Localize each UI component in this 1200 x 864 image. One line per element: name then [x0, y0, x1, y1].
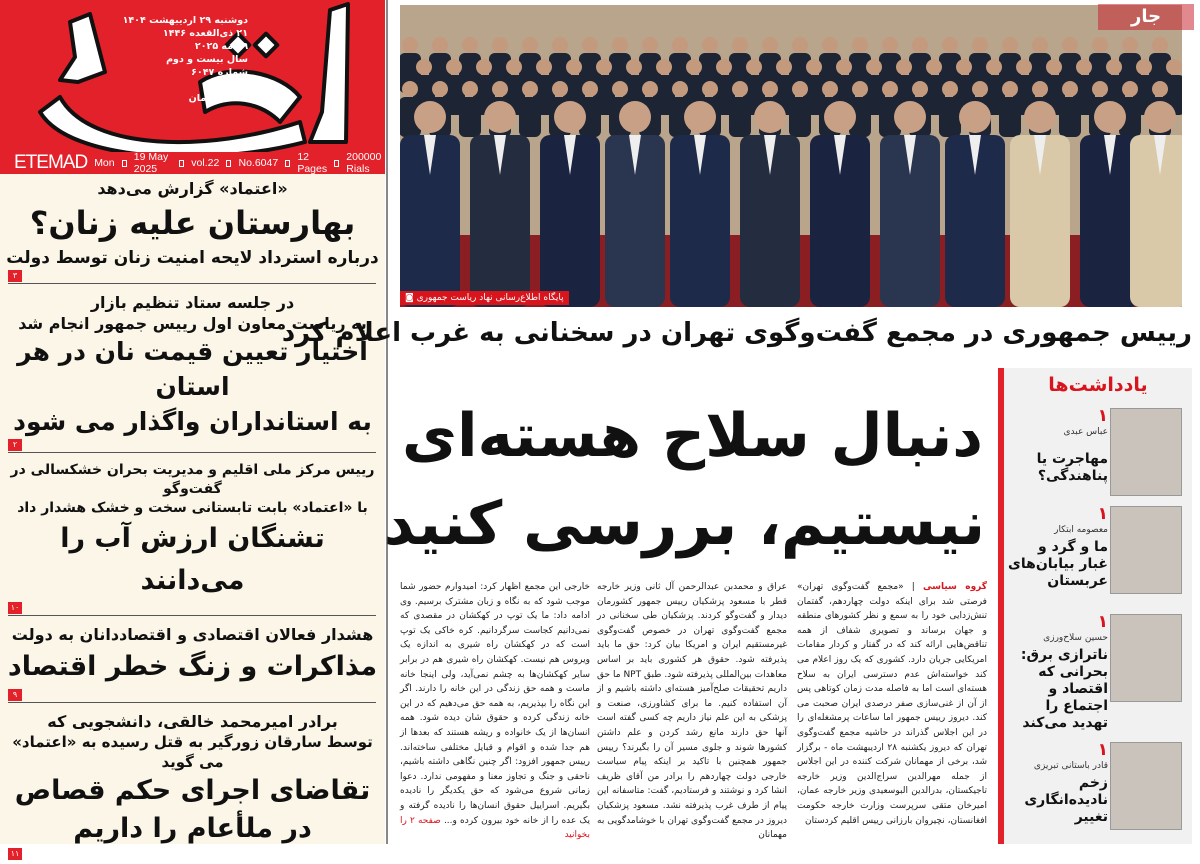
issue-number: شماره ۶۰۴۷	[191, 67, 248, 78]
audience-figure	[1059, 97, 1081, 137]
bar-day: Mon	[94, 157, 115, 169]
note-item[interactable]	[1004, 614, 1192, 732]
audience-head	[1002, 81, 1018, 97]
audience-head	[866, 59, 882, 75]
story-separator	[0, 602, 385, 618]
main-headline[interactable]	[383, 392, 985, 568]
audience-figure	[729, 97, 751, 137]
date-hijri: ۲۱ ذی‌القعده ۱۴۴۶	[162, 28, 248, 39]
story-kicker: برادر امیرمحمد خالقی، دانشجویی که	[47, 712, 338, 731]
story-kicker: «اعتماد» گزارش می‌دهد	[97, 179, 288, 198]
article-text: خارجی این مجمع اظهار کرد: امیدوارم حضور شما موجب شود که به نگاه و زبان مشترک برسیم. وی ادامه داد: ما یک توپ در کهکشان در مقصدی که نمی‌دانیم کجاست سرگردانیم. کره خاکی یک توپ است که در کهکشان راه شیری به اندازه یک ویروس هم نیست. کهکشان راه شیری هم در برابر سایر کهکشان‌ها به چشم نمی‌آید، ولی اینجا خانه ماست و همه حق زندگی در این خانه را دارند. اگر این نگاه را بپذیریم، به همه حق می‌دهیم که در این خانه زندگی کرده و حقوق شان دیده شود. همه انسان‌ها از یک خانواده و ریشه هستند که بعدها از هم جدا شده و اقوام و قبایل مختلفی ساخته‌اند. رییس جمهور افزود: اگر چنین نگاهی داشته باشیم، ناحقی و جنگ و تجاوز معنا و مفهومی ندارد. دعوا زمانی شروع می‌شود که حق یکدیگر را نادیده بگیریم. اسراییل حقوق انسان‌ها را نادیده گرفته و یک عده را از خانه خود بیرون کرده و...	[400, 582, 590, 826]
audience-head	[1076, 59, 1092, 75]
audience-head	[476, 59, 492, 75]
audience-head	[822, 81, 838, 97]
audience-head	[1016, 59, 1032, 75]
author-photo	[1110, 506, 1182, 594]
story-1[interactable]	[0, 178, 385, 270]
audience-head	[896, 59, 912, 75]
front-row-head	[619, 101, 651, 133]
story-separator	[0, 848, 385, 864]
front-row-head	[484, 101, 516, 133]
bar-price: 200000 Rials	[346, 151, 382, 174]
page-badge: ۹	[8, 689, 22, 701]
front-row-head	[554, 101, 586, 133]
page-badge: ۱۱	[8, 848, 22, 860]
audience-head	[732, 37, 748, 53]
note-title: زخم نادیده‌انگاری تغییر	[1024, 775, 1108, 825]
article-column-3	[400, 580, 590, 843]
audience-head	[626, 59, 642, 75]
audience-figure	[939, 97, 961, 137]
audience-head	[1032, 37, 1048, 53]
section-label: گروه سیاسی	[922, 582, 987, 592]
date-persian: دوشنبه ۲۹ اردیبهشت ۱۴۰۴	[122, 15, 248, 26]
front-row-figure	[1130, 135, 1182, 307]
audience-figure	[459, 97, 481, 137]
author-photo	[1110, 614, 1182, 702]
story-kicker: هشدار فعالان اقتصادی و اقتصاددانان به دولت	[11, 625, 374, 644]
audience-head	[926, 59, 942, 75]
audience-head	[776, 59, 792, 75]
article-text: «مجمع گفت‌وگوی تهران» فرصتی شد برای اینکه دولت چهاردهم، گفتمان تنش‌زدایی خود را به سمع و نظر کشورهای منطقه و جهان برساند و تصویری شفاف از همه تناقض‌هایی ارائه کند که در گفتار و کردار مقامات امریکایی جریان دارد. کشوری که یک روز اعلام می کند خواسته‌اش عدم دسترسی ایران به سلاح هسته‌ای است اما به فاصله مدت زمان کوتاهی پس از آن از غنی‌سازی صفر درصدی ایران صحبت می کند. دیروز رییس جمهور اما ساعات پرمشغله‌ای را در این اجلاس گذراند در حاشیه مجمع گفت‌وگوی تهران که دیروز یکشنبه ۲۸ اردیبهشت ماه - برگزار شد، برخی از مهمانان شرکت کننده در این اجلاس از جمله مهرالدین سراج‌الدین وزیر خارجه تاجیکستان، بدرالدین البوسعیدی وزیر خارجه عمان، امیرخان متقی سرپرست وزارت خارجه حکومت افغانستان، نچیروان بارزانی رییس اقلیم کردستان	[797, 582, 987, 826]
photo-caption	[400, 291, 569, 305]
story-separator	[0, 689, 385, 705]
audience-head	[852, 81, 868, 97]
page-badge: ۳	[8, 270, 22, 282]
audience-head	[792, 37, 808, 53]
audience-head	[822, 37, 838, 53]
note-author: حسین سلاح‌ورزی	[1043, 633, 1108, 643]
square-icon	[122, 160, 127, 167]
audience-head	[552, 81, 568, 97]
audience-head	[612, 81, 628, 97]
story-kicker: رییس مرکز ملی اقلیم و مدیریت بحران خشکسالی در گفت‌وگو	[10, 462, 375, 497]
square-icon	[226, 160, 231, 167]
audience-head	[492, 37, 508, 53]
story-2[interactable]	[0, 292, 385, 439]
audience-head	[1062, 37, 1078, 53]
continue-link[interactable]: صفحه ۲ را بخوانید	[400, 815, 590, 841]
note-title: ناترازی برق: بحرانی که اقتصاد و اجتماع را تهدید می‌کند	[1020, 647, 1108, 731]
audience-head	[1122, 37, 1138, 53]
divider	[8, 283, 376, 284]
audience-head	[762, 37, 778, 53]
note-number: ۱	[1097, 740, 1108, 760]
page-count: ۱۲ صفحه	[204, 80, 248, 91]
audience-head	[656, 59, 672, 75]
front-row-head	[414, 101, 446, 133]
square-icon	[334, 160, 339, 167]
story-headline: تشنگان ارزش آب را می‌دانند	[60, 523, 325, 596]
audience-head	[882, 37, 898, 53]
audience-head	[596, 59, 612, 75]
audience-figure	[519, 97, 541, 137]
issue-info	[118, 14, 248, 105]
audience-head	[672, 37, 688, 53]
audience-head	[612, 37, 628, 53]
audience-head	[582, 37, 598, 53]
headline-line: دنبال سلاح هسته‌ای	[401, 401, 984, 471]
audience-head	[836, 59, 852, 75]
audience-head	[432, 37, 448, 53]
audience-head	[1062, 81, 1078, 97]
audience-figure	[999, 97, 1021, 137]
audience-head	[762, 81, 778, 97]
audience-head	[972, 81, 988, 97]
note-author: معصومه ابتکار	[1054, 525, 1108, 535]
article-column-1: گروه سیاسی | «مجمع گفت‌وگوی تهران» فرصتی شد برای اینکه دولت چهاردهم، گفتمان تنش‌زدایی خود را به سمع و نظر کشورهای منطقه و جهان برساند و تصویری شفاف از همه تناقض‌هایی ارائه کند که در گفتار و کردار مقامات امریکایی جریان دارد. کشوری که یک روز اعلام می کند خواسته‌اش عدم دسترسی ایران به سلاح هسته‌ای است اما به فاصله مدت زمان کوتاهی پس از آن از غنی‌سازی صفر درصدی ایران صحبت می کند. دیروز رییس جمهور اما ساعات پرمشغله‌ای را در این اجلاس گذراند در حاشیه مجمع گفت‌وگوی تهران که دیروز یکشنبه ۲۸ اردیبهشت ماه - برگزار شد، برخی از مهمانان شرکت کننده در این اجلاس از جمله مهرالدین سراج‌الدین وزیر خارجه تاجیکستان، بدرالدین البوسعیدی وزیر خارجه عمان، امیرخان متقی سرپرست وزارت خارجه حکومت افغانستان، نچیروان بارزانی رییس اقلیم کردستان	[797, 582, 987, 826]
audience-head	[746, 59, 762, 75]
audience-figure	[789, 97, 811, 137]
note-title: مهاجرت یا پناهندگی؟	[1036, 451, 1108, 484]
story-separator	[0, 270, 385, 286]
price: ۲۰۰۰۰ تومان	[188, 93, 248, 104]
story-separator	[0, 439, 385, 455]
brand-latin: ETEMAD	[14, 152, 88, 173]
audience-head	[852, 37, 868, 53]
audience-head	[972, 37, 988, 53]
audience-head	[1092, 81, 1108, 97]
story-headline: مذاکرات و زنگ خطر اقتصاد	[7, 651, 378, 682]
watermark-logo: جار	[1098, 4, 1194, 30]
lead-photo[interactable]	[400, 5, 1182, 307]
front-row-head	[684, 101, 716, 133]
audience-head	[672, 81, 688, 97]
story-4[interactable]	[0, 624, 385, 689]
audience-head	[462, 81, 478, 97]
front-row-head	[824, 101, 856, 133]
front-row-head	[1144, 101, 1176, 133]
audience-head	[566, 59, 582, 75]
audience-head	[942, 37, 958, 53]
camera-icon: ◙	[405, 293, 414, 303]
audience-head	[446, 59, 462, 75]
audience-head	[806, 59, 822, 75]
audience-head	[716, 59, 732, 75]
front-row-head	[754, 101, 786, 133]
audience-head	[492, 81, 508, 97]
audience-head	[642, 37, 658, 53]
audience-head	[552, 37, 568, 53]
front-row-head	[959, 101, 991, 133]
bar-volume: vol.22	[191, 157, 220, 169]
page-badge: ۱۰	[8, 602, 22, 614]
audience-head	[522, 81, 538, 97]
audience-head	[702, 81, 718, 97]
note-item[interactable]	[1004, 408, 1192, 485]
audience-head	[462, 37, 478, 53]
audience-head	[522, 37, 538, 53]
audience-head	[1046, 59, 1062, 75]
note-author: عباس عبدی	[1063, 427, 1108, 437]
story-headline: بهارستان علیه زنان؟	[29, 204, 356, 242]
audience-head	[912, 81, 928, 97]
audience-head	[642, 81, 658, 97]
audience-head	[506, 59, 522, 75]
audience-head	[792, 81, 808, 97]
main-subheadline: رییس جمهوری در مجمع گفت‌وگوی تهران در سخنانی به غرب اعلام کرد	[281, 318, 1192, 348]
date-gregorian: ۱۹ مه ۲۰۲۵	[194, 41, 248, 52]
author-photo	[1110, 742, 1182, 830]
story-kicker: با «اعتماد» بابت تابستانی سخت و خشک هشدار داد	[17, 500, 368, 516]
square-icon	[179, 160, 184, 167]
front-row-head	[1024, 101, 1056, 133]
bar-number: No.6047	[238, 157, 279, 169]
audience-head	[912, 37, 928, 53]
story-kicker: به ریاست معاون اول رییس جمهور انجام شد	[18, 314, 367, 333]
note-number: ۱	[1097, 504, 1108, 524]
audience-head	[882, 81, 898, 97]
notes-sidebar	[998, 368, 1192, 844]
note-item[interactable]	[1004, 742, 1192, 826]
divider	[8, 452, 376, 453]
audience-head	[536, 59, 552, 75]
audience-head	[432, 81, 448, 97]
bar-pages: 12 Pages	[297, 151, 328, 174]
square-icon	[285, 160, 290, 167]
author-photo	[1110, 408, 1182, 496]
story-kicker: در جلسه ستاد تنظیم بازار	[90, 293, 295, 312]
story-headline: تقاضای اجرای حکم قصاص	[14, 775, 371, 806]
headline-line: نیستیم، بررسی کنید	[383, 489, 985, 559]
officials-photo-illustration	[400, 5, 1182, 307]
column-divider	[386, 0, 388, 844]
audience-head	[1032, 81, 1048, 97]
story-headline: در ملأعام را داریم	[73, 813, 312, 844]
note-number: ۱	[1097, 406, 1108, 426]
note-title: ما و گرد و غبار بیابان‌های عربستان	[1008, 539, 1108, 589]
audience-head	[1122, 81, 1138, 97]
photo-credit: پایگاه اطلاع‌رسانی نهاد ریاست جمهوری	[416, 293, 564, 303]
audience-head	[582, 81, 598, 97]
story-headline: به استانداران واگذار می شود	[13, 407, 372, 436]
story-headline: اختیار تعیین قیمت نان در هر استان	[17, 337, 368, 401]
note-author: قادر باستانی تبریزی	[1033, 761, 1108, 771]
audience-head	[1106, 59, 1122, 75]
audience-head	[1136, 59, 1152, 75]
masthead	[0, 0, 385, 174]
left-column	[0, 174, 385, 858]
audience-head	[732, 81, 748, 97]
audience-head	[1152, 37, 1168, 53]
front-row-head	[894, 101, 926, 133]
audience-head	[1092, 37, 1108, 53]
sidebar-title: یادداشت‌ها	[1048, 374, 1148, 396]
front-row-head	[1094, 101, 1126, 133]
divider	[8, 702, 376, 703]
audience-head	[1002, 37, 1018, 53]
audience-head	[402, 37, 418, 53]
audience-head	[956, 59, 972, 75]
note-item[interactable]	[1004, 506, 1192, 590]
note-number: ۱	[1097, 612, 1108, 632]
article-column-2	[597, 580, 787, 843]
volume: سال بیست و دوم	[166, 54, 248, 65]
masthead-bar	[0, 152, 385, 174]
audience-head	[1166, 59, 1182, 75]
story-subtitle: درباره استرداد لایحه امنیت زنان توسط دولت	[6, 248, 379, 268]
bar-date: 19 May 2025	[133, 151, 169, 174]
divider	[8, 615, 376, 616]
story-3[interactable]	[0, 461, 385, 602]
story-5[interactable]	[0, 711, 385, 848]
audience-head	[402, 81, 418, 97]
page-badge: ۲	[8, 439, 22, 451]
audience-head	[702, 37, 718, 53]
audience-head	[686, 59, 702, 75]
audience-head	[1152, 81, 1168, 97]
article-text: عراق و محمدبن عبدالرحمن آل ثانی وزیر خارجه قطر با مسعود پزشکیان رییس جمهور کشورمان دیدار و گفت‌وگو کردند. پزشکیان طی سخنانی در مجمع گفت‌وگوی تهران در خصوص گفت‌وگوی غیرمستقیم ایران و امریکا بیان کرد: حق ما باید پذیرفته شود. حقوق هر کشوری باید بر اساس معاهدات بین‌المللی پذیرفته شود. طبق NPT ما حق داریم تحقیقات صلح‌آمیز هسته‌ای داشته باشیم و از آن استفاده کنیم. ما برای کشاورزی، صنعت و پزشکی به این علم نیاز داریم چه کسی گفته است آنها حق دارند مانع رشد کردن و علم داشتن کشورها شوند و جلوی مسیر آن را بگیرند؟ رییس جمهور همچنین با تاکید بر اینکه پیام سیاست خارجی دولت چهاردهم را برادر من آقای ظریف انشا کرد و نوشتند و فرستادیم، گفت: متاسفانه این پیام از طرف غرب پذیرفته نشد. مسعود پزشکیان دیروز در مجمع گفت‌وگوی تهران با خوشامدگویی به مهمانان	[597, 582, 787, 841]
audience-head	[416, 59, 432, 75]
audience-head	[986, 59, 1002, 75]
story-kicker: توسط سارقان زورگیر به قتل رسیده به «اعتماد» می گوید	[12, 733, 373, 771]
audience-head	[942, 81, 958, 97]
